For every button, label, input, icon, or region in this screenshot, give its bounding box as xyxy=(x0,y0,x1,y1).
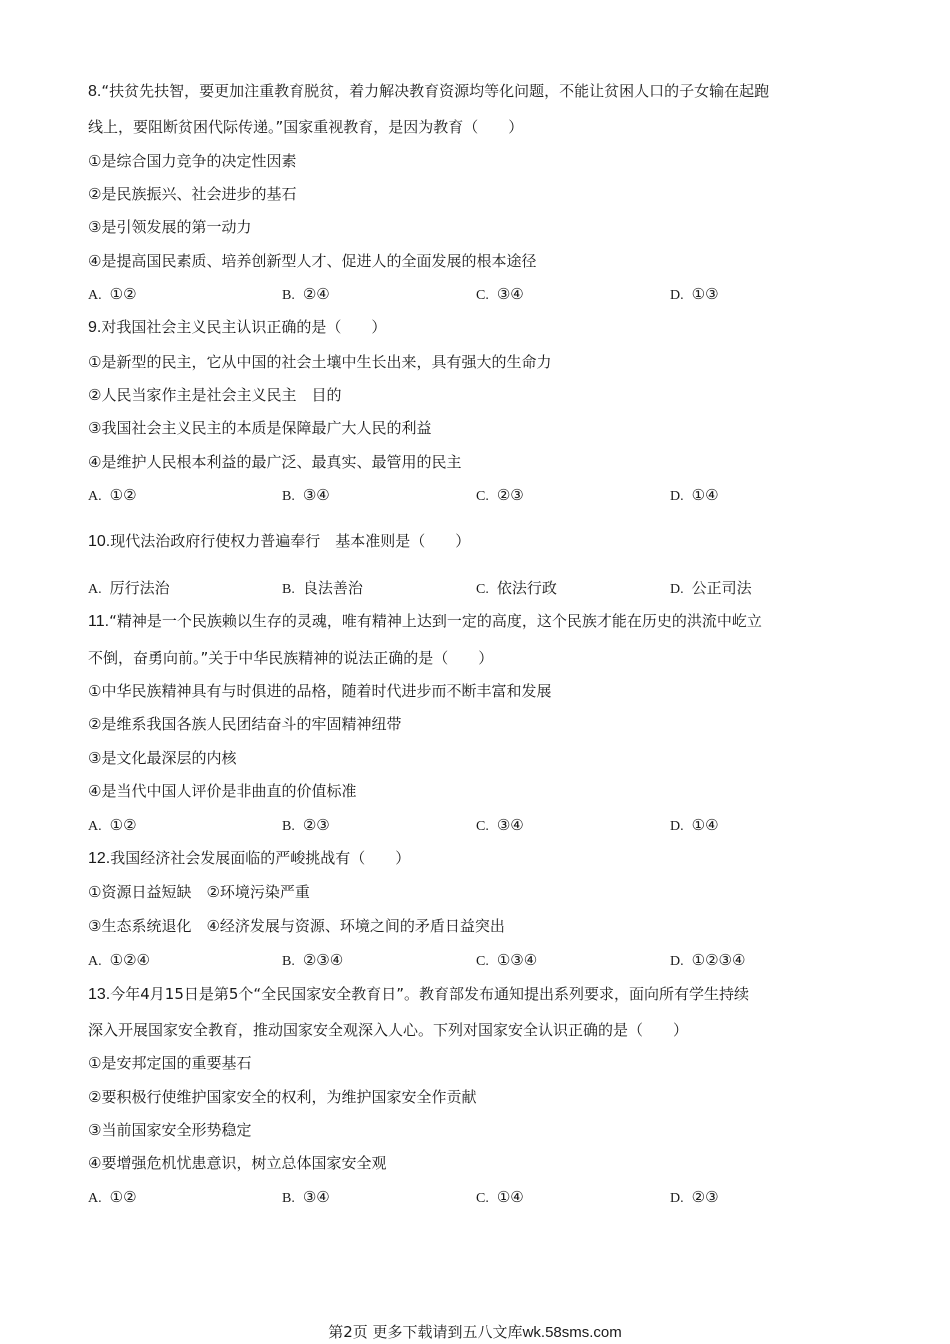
question-number: 13. xyxy=(88,986,111,1003)
question-11-option-b xyxy=(282,815,330,837)
question-number: 12. xyxy=(88,850,111,867)
question-8-option-d xyxy=(670,284,719,306)
question-8-option-b xyxy=(282,284,330,306)
question-13-option-a xyxy=(88,1187,137,1209)
question-13-item-4: ④要增强危机忧患意识，树立总体国家安全观 xyxy=(88,1154,387,1172)
option-letter: D. xyxy=(670,819,684,834)
question-13-item-1: ①是安邦定国的重要基石 xyxy=(88,1054,252,1072)
option-letter: B. xyxy=(282,954,295,969)
question-10-option-b xyxy=(282,578,363,600)
question-8-option-c xyxy=(476,284,524,306)
question-text: 今年4月15日是第5个“全民国家安全教育日”。教育部发布通知提出系列要求，面向所有学生持续 xyxy=(110,985,749,1003)
option-letter: C. xyxy=(476,489,489,504)
question-13-stem-line-2: 深入开展国家安全教育，推动国家安全观深入人心。下列对国家安全认识正确的是（ ） xyxy=(88,1021,689,1039)
question-13-option-c xyxy=(476,1187,524,1209)
option-letter: A. xyxy=(88,288,102,303)
question-8-stem-line-1 xyxy=(88,81,769,102)
question-number: 10. xyxy=(88,533,111,550)
question-11-stem-line-2: 不倒，奋勇向前。”关于中华民族精神的说法正确的是（ ） xyxy=(88,649,494,667)
question-9-item-1: ①是新型的民主，它从中国的社会土壤中生长出来，具有强大的生命力 xyxy=(88,353,552,371)
question-13-item-3: ③当前国家安全形势稳定 xyxy=(88,1121,252,1139)
question-11-item-4: ④是当代中国人评价是非曲直的价值标准 xyxy=(88,782,357,800)
question-11-option-d xyxy=(670,815,719,837)
option-text: ②③ xyxy=(496,486,524,504)
option-text: ①④ xyxy=(691,816,719,834)
option-text: 公正司法 xyxy=(691,579,752,597)
question-11-option-a xyxy=(88,815,137,837)
option-letter: A. xyxy=(88,1191,102,1206)
question-8-item-2: ②是民族振兴、社会进步的基石 xyxy=(88,185,297,203)
option-text: ③④ xyxy=(496,816,524,834)
option-text: 良法善治 xyxy=(302,579,363,597)
option-text: ②③④ xyxy=(302,951,344,969)
option-text: ①③④ xyxy=(496,951,538,969)
option-text: ①④ xyxy=(496,1188,524,1206)
question-9-option-b xyxy=(282,485,330,507)
question-9-item-2: ②人民当家作主是社会主义民主 目的 xyxy=(88,386,342,404)
option-letter: B. xyxy=(282,288,295,303)
option-text: ③④ xyxy=(302,1188,330,1206)
question-12-option-c xyxy=(476,950,537,972)
option-text: ①② xyxy=(109,285,137,303)
question-8-item-4: ④是提高国民素质、培养创新型人才、促进人的全面发展的根本途径 xyxy=(88,252,537,270)
option-text: ①③ xyxy=(691,285,719,303)
option-text: 依法行政 xyxy=(496,579,557,597)
option-text: ③④ xyxy=(302,486,330,504)
question-8-item-3: ③是引领发展的第一动力 xyxy=(88,218,252,236)
option-letter: D. xyxy=(670,288,684,303)
option-letter: C. xyxy=(476,819,489,834)
question-text: “精神是一个民族赖以生存的灵魂，唯有精神上达到一定的高度，这个民族才能在历史的洪流中屹立 xyxy=(109,612,762,630)
option-text: ①② xyxy=(109,816,137,834)
option-letter: A. xyxy=(88,954,102,969)
option-letter: B. xyxy=(282,582,295,597)
question-13-option-d xyxy=(670,1187,719,1209)
option-letter: A. xyxy=(88,489,102,504)
option-text: ①②④ xyxy=(109,951,150,969)
question-number: 11. xyxy=(88,613,110,630)
question-9-item-3: ③我国社会主义民主的本质是保障最广大人民的利益 xyxy=(88,419,432,437)
question-text: “扶贫先扶智，要更加注重教育脱贫，着力解决教育资源均等化问题，不能让贫困人口的子女输在起跑 xyxy=(101,82,770,100)
question-9-option-a xyxy=(88,485,137,507)
option-letter: D. xyxy=(670,954,684,969)
question-9-stem xyxy=(88,317,386,338)
question-13-option-b xyxy=(282,1187,330,1209)
option-letter: C. xyxy=(476,1191,489,1206)
question-8-item-1: ①是综合国力竞争的决定性因素 xyxy=(88,152,297,170)
option-text: ③④ xyxy=(496,285,524,303)
option-text: ②③ xyxy=(302,816,330,834)
question-number: 9. xyxy=(88,319,102,336)
question-11-stem-line-1 xyxy=(88,611,762,632)
question-10-option-a xyxy=(88,578,170,600)
question-10-option-d xyxy=(670,578,752,600)
option-text: ②③ xyxy=(691,1188,719,1206)
option-letter: B. xyxy=(282,489,295,504)
option-text: ①② xyxy=(109,486,137,504)
option-letter: D. xyxy=(670,582,684,597)
question-13-stem-line-1 xyxy=(88,984,749,1005)
question-11-item-1: ①中华民族精神具有与时俱进的品格，随着时代进步而不断丰富和发展 xyxy=(88,682,552,700)
question-10-stem xyxy=(88,531,470,552)
option-letter: C. xyxy=(476,288,489,303)
question-12-option-b xyxy=(282,950,343,972)
option-letter: D. xyxy=(670,1191,684,1206)
question-12-stem xyxy=(88,848,410,869)
question-number: 8. xyxy=(88,83,102,100)
question-11-item-2: ②是维系我国各族人民团结奋斗的牢固精神纽带 xyxy=(88,715,402,733)
option-text: ①② xyxy=(109,1188,137,1206)
question-13-item-2: ②要积极行使维护国家安全的权利，为维护国家安全作贡献 xyxy=(88,1088,477,1106)
option-letter: B. xyxy=(282,1191,295,1206)
option-letter: B. xyxy=(282,819,295,834)
page-footer xyxy=(0,1322,950,1343)
question-8-option-a xyxy=(88,284,137,306)
question-9-option-d xyxy=(670,485,719,507)
question-9-option-c xyxy=(476,485,524,507)
option-text: 厉行法治 xyxy=(109,579,170,597)
question-text: 对我国社会主义民主认识正确的是（ ） xyxy=(101,318,387,336)
question-11-item-3: ③是文化最深层的内核 xyxy=(88,749,237,767)
question-12-item-2: ③生态系统退化 ④经济发展与资源、环境之间的矛盾日益突出 xyxy=(88,917,505,935)
option-letter: A. xyxy=(88,582,102,597)
question-9-item-4: ④是维护人民根本利益的最广泛、最真实、最管用的民主 xyxy=(88,453,462,471)
question-11-option-c xyxy=(476,815,524,837)
question-text: 我国经济社会发展面临的严峻挑战有（ ） xyxy=(110,849,411,867)
option-text: ①④ xyxy=(691,486,719,504)
question-12-option-d xyxy=(670,950,745,972)
question-8-stem-line-2: 线上，要阻断贫困代际传递。”国家重视教育，是因为教育（ ） xyxy=(88,118,524,136)
option-letter: A. xyxy=(88,819,102,834)
option-letter: D. xyxy=(670,489,684,504)
question-10-option-c xyxy=(476,578,557,600)
option-letter: C. xyxy=(476,582,489,597)
question-12-item-1: ①资源日益短缺 ②环境污染严重 xyxy=(88,883,310,901)
option-text: ②④ xyxy=(302,285,330,303)
option-letter: C. xyxy=(476,954,489,969)
question-text: 现代法治政府行使权力普遍奉行 基本准则是（ ） xyxy=(110,532,471,550)
footer-text: 第2页 更多下载请到五八文库 xyxy=(328,1323,523,1341)
option-text: ①②③④ xyxy=(691,951,746,969)
footer-site-link[interactable]: wk.58sms.com xyxy=(522,1324,622,1341)
question-12-option-a xyxy=(88,950,150,972)
